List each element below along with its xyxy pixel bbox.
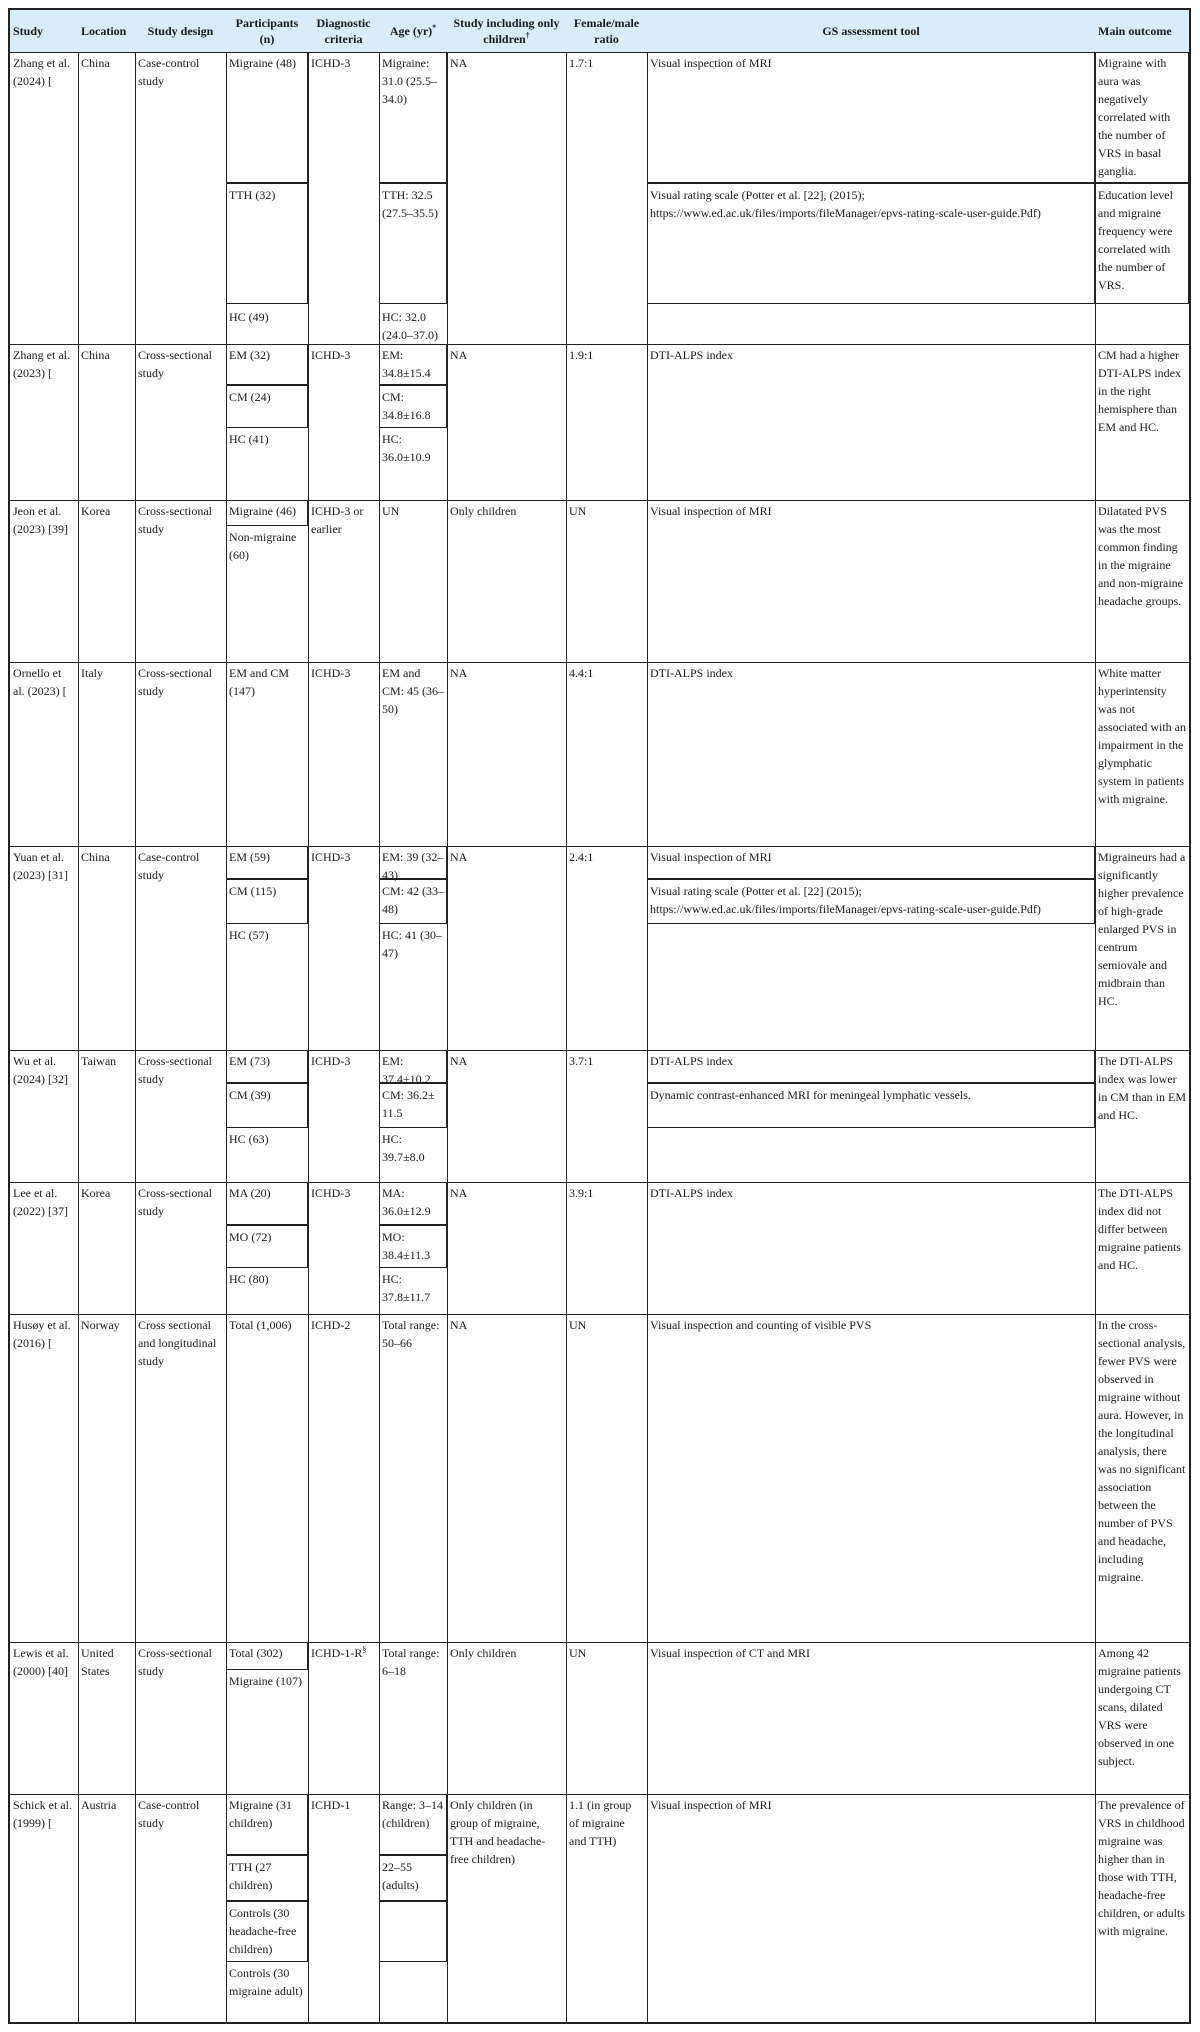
cell-age: Total range: 6–18 — [382, 1646, 440, 1678]
cell-ratio: 3.7:1 — [569, 1054, 594, 1068]
table-row — [10, 662, 1189, 847]
cell-ratio: 1.7:1 — [569, 56, 594, 70]
cell-study: Lee et al. (2022) [37] — [13, 1186, 68, 1218]
cell-children: NA — [450, 1054, 468, 1068]
cell-study: Ornello et al. (2023) [ — [13, 666, 67, 698]
cell-children: NA — [450, 850, 468, 864]
cell-age: Total range: 50–66 — [382, 1318, 440, 1350]
table-row — [10, 344, 1189, 501]
cell-age: MO: 38.4±11.3 — [382, 1230, 431, 1262]
cell-diagnostic: ICHD-1 — [311, 1798, 351, 1812]
table-row — [10, 1794, 1189, 2024]
cell-participants: Controls (30 headache-free children) — [229, 1906, 297, 1956]
cell-gs-tool: DTI-ALPS index — [650, 348, 733, 362]
cell-location: Norway — [81, 1318, 120, 1332]
cell-age: HC: 39.7±8.0 — [382, 1132, 425, 1164]
cell-diagnostic: ICHD-3 — [311, 1186, 351, 1200]
cell-gs-tool: DTI-ALPS index — [650, 666, 733, 680]
cell-participants: Non-migraine (60) — [229, 530, 297, 562]
cell-gs-tool: Visual rating scale (Potter et al. [22] (2015); https://www.ed.ac.uk/files/imports/fileManager/epvs-rating-scale-user-guide.Pdf) — [650, 884, 1041, 916]
cell-design: Cross-sectional study — [138, 504, 212, 536]
cell-participants: EM and CM (147) — [229, 666, 289, 698]
cell-participants: EM (59) — [229, 850, 270, 864]
cell-outcome: CM had a higher DTI-ALPS index in the right hemisphere than EM and HC. — [1098, 348, 1181, 434]
cell-children: Only children — [450, 504, 517, 518]
cell-study: Schick et al. (1999) [ — [13, 1798, 72, 1830]
cell-gs-tool: Visual inspection of MRI — [650, 850, 772, 864]
cell-design: Cross-sectional study — [138, 1186, 212, 1218]
cell-age: UN — [382, 504, 400, 518]
cell-age: HC: 36.0±10.9 — [382, 432, 431, 464]
cell-gs-tool: DTI-ALPS index — [650, 1186, 733, 1200]
cell-participants: CM (24) — [229, 390, 271, 404]
cell-gs-tool: Visual rating scale (Potter et al. [22], (2015); https://www.ed.ac.uk/files/imports/fileManager/epvs-rating-scale-user-guide.Pdf) — [650, 188, 1041, 220]
cell-design: Cross-sectional study — [138, 348, 212, 380]
cell-location: Taiwan — [81, 1054, 117, 1068]
cell-location: Italy — [81, 666, 103, 680]
cell-ratio: 1.9:1 — [569, 348, 594, 362]
cell-diagnostic: ICHD-3 — [311, 348, 351, 362]
table-row — [10, 846, 1189, 1051]
cell-participants: HC (63) — [229, 1132, 269, 1146]
header-children: Study including only children† — [453, 16, 560, 46]
cell-age: EM: 37.4±10.2 — [382, 1054, 431, 1086]
cell-diagnostic: ICHD-3 — [311, 56, 351, 70]
table-header — [10, 10, 1189, 53]
cell-gs-tool: Visual inspection of MRI — [650, 504, 772, 518]
cell-outcome: The prevalence of VRS in childhood migraine was higher than in those with TTH, headache-free children, or adults with migraine. — [1098, 1798, 1185, 1938]
cell-children: Only children (in group of migraine, TTH and headache-free children) — [450, 1798, 546, 1866]
cell-participants: Migraine (46) — [229, 504, 296, 518]
cell-participants: EM (32) — [229, 348, 270, 362]
cell-age: Range: 3–14 (children) — [382, 1798, 443, 1830]
cell-participants: CM (39) — [229, 1088, 271, 1102]
cell-ratio: UN — [569, 1318, 587, 1332]
cell-participants: HC (80) — [229, 1272, 269, 1286]
header-participants: Participants (n) — [235, 16, 299, 46]
cell-participants: Controls (30 migraine adult) — [229, 1966, 303, 1998]
cell-participants: Migraine (31 children) — [229, 1798, 292, 1830]
cell-participants: Total (302) — [229, 1646, 283, 1660]
cell-participants: TTH (32) — [229, 188, 276, 202]
age-box — [379, 1900, 447, 1962]
cell-design: Cross-sectional study — [138, 1054, 212, 1086]
cell-outcome: Migraineurs had a significantly higher prevalence of high-grade enlarged PVS in centrum semiovale and midbrain than HC. — [1098, 850, 1186, 1008]
cell-study: Wu et al. (2024) [32] — [13, 1054, 68, 1086]
cell-outcome: White matter hyperintensity was not associated with an impairment in the glymphatic system in patients with migraine. — [1098, 666, 1186, 806]
cell-diagnostic: ICHD-3 — [311, 850, 351, 864]
cell-age: EM: 34.8±15.4 — [382, 348, 431, 380]
cell-study: Lewis et al. (2000) [40] — [13, 1646, 69, 1678]
cell-participants: HC (41) — [229, 432, 269, 446]
cell-participants: MA (20) — [229, 1186, 271, 1200]
cell-outcome: The DTI-ALPS index did not differ between migraine patients and HC. — [1098, 1186, 1181, 1272]
cell-age: 22–55 (adults) — [382, 1860, 419, 1892]
cell-design: Case-control study — [138, 850, 200, 882]
cell-outcome: Dilatated PVS was the most common finding in the migraine and non-migraine headache groups. — [1098, 504, 1183, 608]
cell-outcome: In the cross-sectional analysis, fewer PVS were observed in migraine without aura. However, in the longitudinal analysis, there was no significant association between the number of PVS and headache, including migraine. — [1098, 1318, 1186, 1584]
cell-study: Zhang et al. (2024) [ — [13, 56, 70, 88]
cell-age: EM: 39 (32–43) — [382, 850, 444, 882]
cell-diagnostic: ICHD-3 — [311, 666, 351, 680]
cell-age: MA: 36.0±12.9 — [382, 1186, 431, 1218]
cell-children: NA — [450, 666, 468, 680]
cell-age: HC: 41 (30–47) — [382, 928, 442, 960]
cell-participants: HC (49) — [229, 310, 269, 324]
cell-participants: HC (57) — [229, 928, 269, 942]
header-outcome: Main outcome — [1098, 24, 1172, 38]
cell-age: CM: 36.2± 11.5 — [382, 1088, 435, 1120]
cell-design: Cross sectional and longitudinal study — [138, 1318, 217, 1368]
cell-location: Austria — [81, 1798, 117, 1812]
cell-outcome: Education level and migraine frequency were correlated with the number of VRS. — [1098, 188, 1173, 292]
cell-outcome: Migraine with aura was negatively correlated with the number of VRS in basal ganglia. — [1098, 56, 1171, 178]
cell-diagnostic: ICHD-3 or earlier — [311, 504, 364, 536]
cell-children: NA — [450, 1186, 468, 1200]
cell-ratio: UN — [569, 504, 587, 518]
cell-children: NA — [450, 348, 468, 362]
cell-location: China — [81, 850, 110, 864]
cell-age: CM: 42 (33–48) — [382, 884, 445, 916]
cell-diagnostic: ICHD-1-R§ — [311, 1645, 367, 1660]
cell-diagnostic: ICHD-3 — [311, 1054, 351, 1068]
table-row — [10, 52, 1189, 345]
cell-participants: Migraine (107) — [229, 1674, 302, 1688]
cell-design: Case-control study — [138, 1798, 200, 1830]
header-design: Study design — [147, 24, 214, 38]
table — [8, 8, 1191, 2024]
cell-study: Jeon et al. (2023) [39] — [13, 504, 68, 536]
cell-participants: MO (72) — [229, 1230, 272, 1244]
cell-ratio: 2.4:1 — [569, 850, 594, 864]
table-row — [10, 1314, 1189, 1643]
cell-location: Korea — [81, 504, 111, 518]
cell-study: Yuan et al. (2023) [31] — [13, 850, 68, 882]
cell-children: Only children — [450, 1646, 517, 1660]
cell-gs-tool: DTI-ALPS index — [650, 1054, 733, 1068]
cell-participants: TTH (27 children) — [229, 1860, 273, 1892]
cell-location: Korea — [81, 1186, 111, 1200]
cell-gs-tool: Dynamic contrast-enhanced MRI for meningeal lymphatic vessels. — [650, 1088, 971, 1102]
cell-age: TTH: 32.5 (27.5–35.5) — [382, 188, 438, 220]
cell-ratio: 1.1 (in group of migraine and TTH) — [569, 1798, 632, 1848]
cell-location: United States — [81, 1646, 114, 1678]
header-study: Study — [13, 24, 44, 38]
cell-outcome: Among 42 migraine patients undergoing CT scans, dilated VRS were observed in one subject. — [1098, 1646, 1181, 1768]
cell-gs-tool: Visual inspection and counting of visible PVS — [650, 1318, 872, 1332]
header-age: Age (yr)* — [389, 23, 437, 38]
cell-location: China — [81, 56, 110, 70]
header-gs-tool: GS assessment tool — [822, 24, 920, 38]
cell-participants: Migraine (48) — [229, 56, 296, 70]
header-location: Location — [81, 24, 127, 38]
cell-diagnostic: ICHD-2 — [311, 1318, 351, 1332]
cell-ratio: 3.9:1 — [569, 1186, 594, 1200]
cell-children: NA — [450, 1318, 468, 1332]
cell-design: Cross-sectional study — [138, 666, 212, 698]
cell-ratio: 4.4:1 — [569, 666, 594, 680]
cell-ratio: UN — [569, 1646, 587, 1660]
cell-design: Case-control study — [138, 56, 200, 88]
cell-age: CM: 34.8±16.8 — [382, 390, 431, 422]
cell-age: HC: 32.0 (24.0–37.0) — [382, 310, 438, 342]
table-row — [10, 1050, 1189, 1183]
cell-participants: EM (73) — [229, 1054, 270, 1068]
cell-location: China — [81, 348, 110, 362]
cell-age: EM and CM: 45 (36–50) — [382, 666, 445, 716]
cell-age: HC: 37.8±11.7 — [382, 1272, 431, 1304]
table-row — [10, 1642, 1189, 1795]
cell-study: Zhang et al. (2023) [ — [13, 348, 70, 380]
header-diagnostic: Diagnostic criteria — [316, 16, 371, 46]
cell-participants: Total (1,006) — [229, 1318, 292, 1332]
table-row — [10, 1182, 1189, 1315]
cell-outcome: The DTI-ALPS index was lower in CM than in EM and HC. — [1098, 1054, 1187, 1122]
cell-participants: CM (115) — [229, 884, 277, 898]
table-row — [10, 500, 1189, 663]
cell-design: Cross-sectional study — [138, 1646, 212, 1678]
cell-gs-tool: Visual inspection of MRI — [650, 1798, 772, 1812]
cell-gs-tool: Visual inspection of CT and MRI — [650, 1646, 811, 1660]
cell-gs-tool: Visual inspection of MRI — [650, 56, 772, 70]
cell-study: Husøy et al. (2016) [ — [13, 1318, 71, 1350]
header-ratio: Female/male ratio — [573, 16, 640, 46]
cell-age: Migraine: 31.0 (25.5–34.0) — [382, 56, 437, 106]
cell-children: NA — [450, 56, 468, 70]
